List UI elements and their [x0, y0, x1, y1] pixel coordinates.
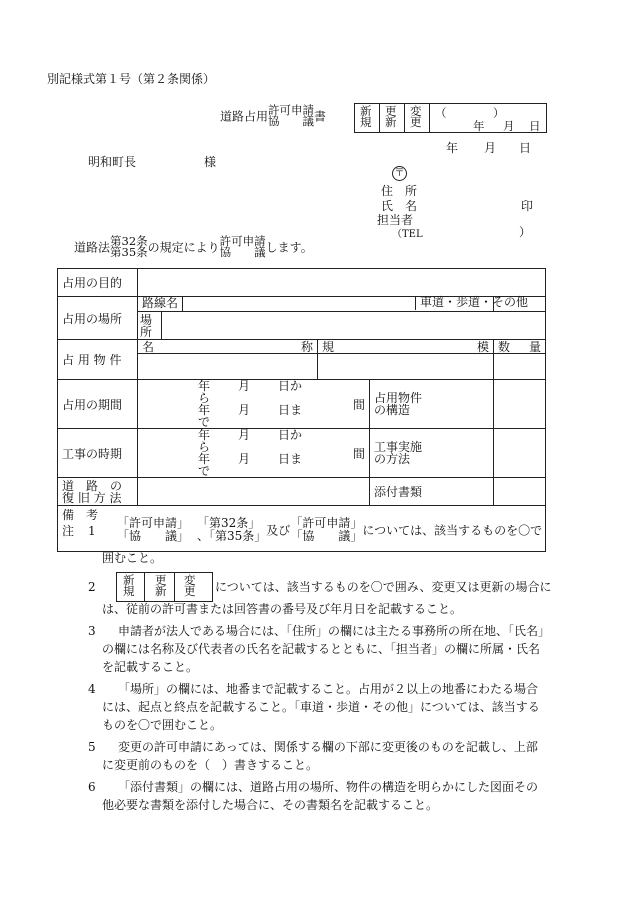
- note-1-and: 及び: [266, 523, 291, 538]
- note-1-continued: 囲むこと。: [102, 551, 163, 565]
- title-option-top: 許可申請: [268, 103, 315, 117]
- note-1-text: については、該当するものを〇で: [362, 523, 543, 538]
- note-4-line-3: ものを〇で囲むこと。: [102, 718, 223, 732]
- note-3-line-2: の欄には名称及び代表者の氏名を記載するとともに、「担当者」の欄に所属・氏名: [102, 642, 541, 656]
- statement-article-bottom: 第35条: [110, 245, 148, 259]
- period-to-year: 年: [198, 403, 211, 417]
- note-5-number: 5: [88, 740, 96, 754]
- seal-label: 印: [521, 199, 534, 213]
- object-scale-field[interactable]: [318, 354, 494, 380]
- construction-to-day: 日まで: [198, 452, 303, 478]
- type-renew-2: 新: [385, 115, 397, 129]
- period-to-day: 日まで: [198, 403, 303, 429]
- period-label: 占用の期間: [58, 380, 138, 429]
- note-1-opt-c-bottom: 「協 議」: [290, 529, 363, 543]
- period-from-day: 日から: [198, 379, 303, 405]
- purpose-label: 占用の目的: [58, 269, 138, 297]
- road-type-options: 車道・歩道・その他: [415, 296, 549, 310]
- previous-date-day: 日: [529, 119, 541, 133]
- note-4-line-1: 「場所」の欄には、地番まで記載すること。占用が２以上の地番にわたる場合: [118, 682, 539, 696]
- tel-label: （TEL: [392, 229, 423, 240]
- period-from-month: 月: [238, 379, 251, 393]
- title-prefix: 道路占用: [220, 109, 269, 124]
- note-1-opt-b-top: 「第32条」: [197, 516, 261, 530]
- method-label: [370, 429, 494, 478]
- note-5-line-2: に変更前のものを（ ）書きすること。: [102, 758, 319, 772]
- note-2-new-2: 規: [123, 584, 135, 598]
- date-day: 日: [519, 141, 532, 155]
- form-title: [220, 105, 326, 127]
- period-from-year: 年: [198, 379, 211, 393]
- object-name-2: 称: [300, 339, 313, 354]
- previous-date-year: 年: [473, 119, 485, 133]
- notes-label: 注: [62, 524, 75, 538]
- note-3-line-1: 申請者が法人である場合には、「住所」の欄には主たる事務所の所在地、「氏名」: [118, 624, 551, 638]
- object-scale-2: 模: [476, 339, 489, 354]
- note-2-change-1: 変: [184, 573, 196, 587]
- note-4-line-2: には、起点と終点を記載すること。「車道・歩道・その他」については、該当する: [102, 700, 540, 714]
- type-change-1: 変: [410, 104, 422, 118]
- note-2-new-1: 新: [123, 573, 135, 587]
- location-label: [138, 312, 162, 340]
- place-label: 占用の場所: [58, 297, 138, 340]
- construction-from-month: 月: [238, 428, 251, 442]
- note-1-opt-b-bottom: 、「第35条」: [197, 529, 267, 543]
- date-month: 月: [484, 141, 497, 155]
- structure-field[interactable]: [494, 380, 546, 429]
- construction-time-label: 工事の時期: [58, 429, 138, 478]
- note-3-line-3: を記載すること。: [102, 660, 199, 674]
- addressee-honorific: 様: [204, 155, 217, 169]
- type-new-1: 新: [360, 104, 372, 118]
- object-scale-1: 規: [322, 339, 335, 354]
- type-new-2: 規: [360, 115, 372, 129]
- restore-field[interactable]: [138, 478, 370, 506]
- location-label-1: 場: [140, 312, 153, 327]
- date-year: 年: [446, 141, 459, 155]
- note-5-line-1: 変更の許可申請にあっては、関係する欄の下部に変更後のものを記載し、上部: [118, 740, 538, 754]
- note-2-type-box: [116, 572, 213, 602]
- method-label-2: の方法: [374, 452, 411, 466]
- note-6-number: 6: [88, 780, 96, 794]
- type-change-2: 更: [410, 115, 422, 129]
- statement-law: 道路法: [74, 240, 111, 255]
- object-name-1: 名: [142, 339, 155, 354]
- application-type-box: [354, 103, 547, 133]
- application-table: [57, 268, 546, 552]
- restore-label: [58, 478, 138, 506]
- purpose-field[interactable]: [138, 269, 546, 297]
- address-label: 住 所: [381, 184, 418, 198]
- note-6-line-2: 他必要な書類を添付した場合に、その書類名を記載すること。: [102, 798, 439, 812]
- title-option-bottom: 協 議: [268, 114, 315, 128]
- construction-to-month: 月: [238, 452, 251, 466]
- note-4-number: 4: [88, 682, 96, 696]
- structure-label: [370, 380, 494, 429]
- method-field[interactable]: [494, 429, 546, 478]
- statement-mid: の規定により: [147, 240, 220, 255]
- construction-from-year: 年: [198, 428, 211, 442]
- type-renew-1: 更: [385, 104, 397, 118]
- note-2-number: 2: [88, 580, 96, 594]
- note-2-text: については、該当するものを〇で囲み、変更又は更新の場合に: [215, 580, 552, 594]
- addressee-name: 明和町長: [88, 155, 137, 169]
- application-statement: [74, 236, 313, 258]
- restore-label-2: 復 旧 方 法: [62, 490, 122, 505]
- note-1-opt-c-top: 「許可申請」: [290, 516, 363, 530]
- name-label: 氏 名: [381, 199, 418, 213]
- previous-number-paren-open: （: [435, 106, 447, 120]
- note-1-opt-a-bottom: 「協 議」: [117, 529, 190, 543]
- structure-label-2: の構造: [374, 403, 411, 417]
- object-label: 占 用 物 件: [58, 340, 138, 380]
- note-3-number: 3: [88, 624, 96, 638]
- note-2-renew-2: 新: [155, 584, 167, 598]
- object-qty-1: 数: [498, 339, 511, 354]
- statement-article-top: 第32条: [110, 234, 148, 248]
- object-qty-field[interactable]: [494, 354, 546, 380]
- location-label-2: 所: [140, 324, 153, 339]
- postal-mark-icon: 〒: [392, 166, 407, 181]
- title-suffix: 書: [314, 109, 327, 124]
- structure-label-1: 占用物件: [374, 391, 423, 405]
- statement-option-bottom: 協 議: [219, 245, 266, 259]
- method-label-1: 工事実施: [374, 440, 423, 454]
- route-name-label: 路線名: [138, 297, 183, 311]
- note-2-change-2: 更: [184, 584, 196, 598]
- form-label: 別記様式第１号（第２条関係）: [47, 72, 216, 86]
- construction-interval: 間: [318, 429, 370, 478]
- construction-dates[interactable]: [138, 429, 318, 478]
- period-dates[interactable]: [138, 380, 318, 429]
- note-2-renew-1: 更: [155, 573, 167, 587]
- note-1-opt-a-top: 「許可申請」: [117, 516, 190, 530]
- note-1-line: [117, 517, 542, 543]
- statement-option-top: 許可申請: [219, 234, 266, 248]
- period-interval: 間: [318, 380, 370, 429]
- note-1-number: 1: [88, 524, 96, 538]
- previous-number-paren-close: ）: [493, 106, 505, 120]
- previous-date-month: 月: [503, 119, 515, 133]
- remarks-label: 備 考: [62, 508, 99, 522]
- tel-close: ）: [519, 225, 532, 239]
- attachments-label: 添付書類: [370, 478, 494, 506]
- period-to-month: 月: [238, 403, 251, 417]
- location-field[interactable]: [162, 312, 546, 340]
- statement-end: します。: [265, 240, 313, 255]
- object-qty-2: 量: [528, 339, 541, 354]
- construction-to-year: 年: [198, 452, 211, 466]
- attachments-field[interactable]: [494, 478, 546, 506]
- restore-label-1: 道 路 の: [62, 478, 123, 493]
- object-name-field[interactable]: [138, 354, 318, 380]
- note-2-continued: は、従前の許可書または回答書の番号及び年月日を記載すること。: [102, 602, 463, 616]
- note-6-line-1: 「添付書類」の欄には、道路占用の場所、物件の構造を明らかにした図面その: [118, 780, 539, 794]
- contact-person-label: 担当者: [377, 213, 414, 227]
- construction-from-day: 日から: [198, 428, 303, 454]
